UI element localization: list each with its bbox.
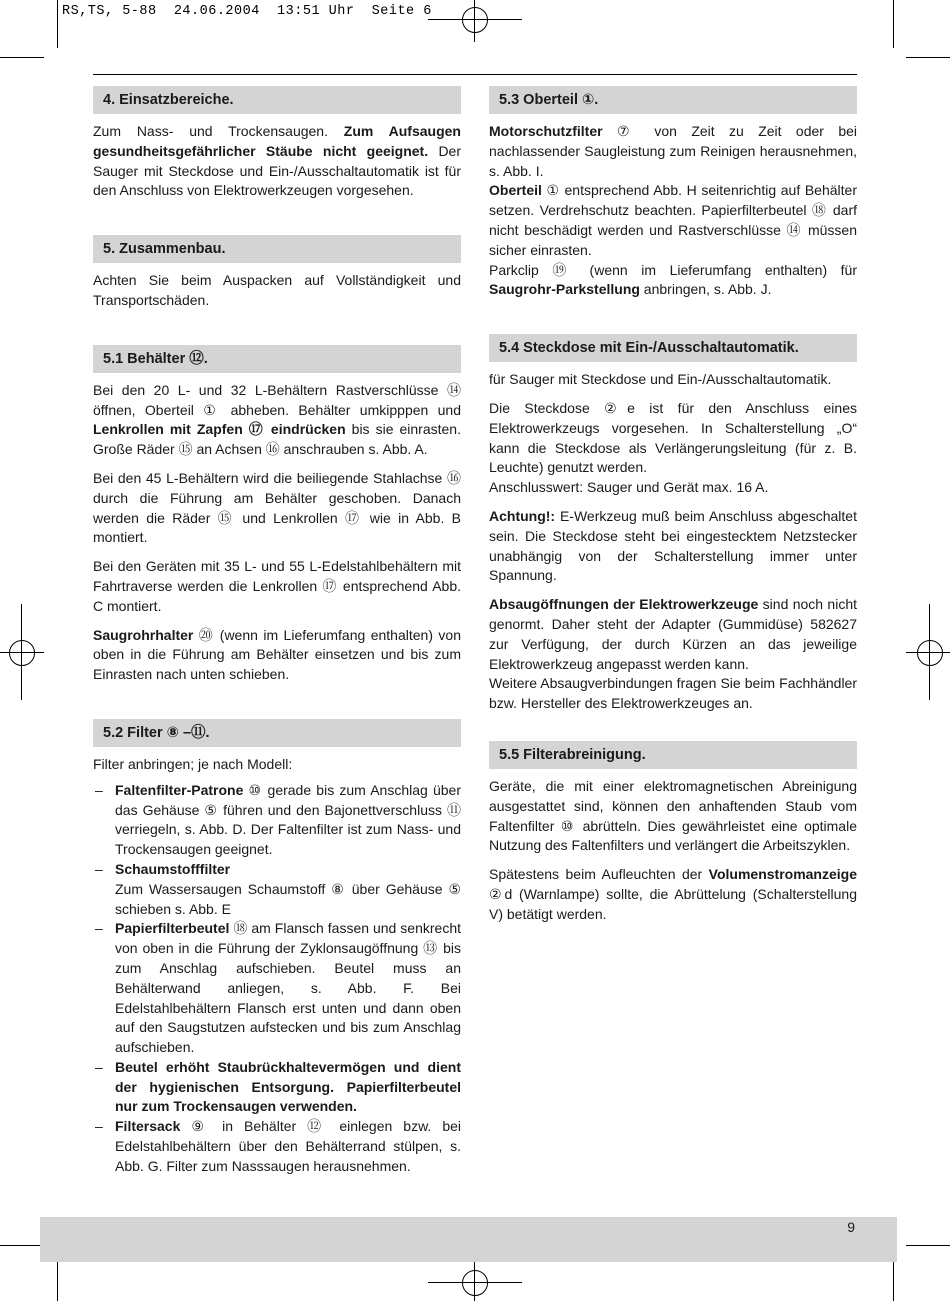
section-heading: 5.4 Steckdose mit Ein-/Ausschaltautomatik. — [489, 334, 857, 362]
paragraph: Zum Nass- und Trockensaugen. Zum Aufsaugen gesundheitsgefährlicher Stäube nicht geeignet. Der Sauger mit Steckdose und Ein-/Ausschaltautomatik ist für den Anschluss von Elektrowerkzeugen vorgesehen. — [93, 123, 461, 199]
section-heading: 5.1 Behälter ⑫. — [93, 345, 461, 373]
print-slug: RS,TS, 5-88 24.06.2004 13:51 Uhr Seite 6 — [62, 4, 432, 19]
paragraph: Motorschutzfilter ⑦ von Zeit zu Zeit oder bei nachlassender Saugleistung zum Reinigen herausnehmen, s. Abb. I. — [489, 123, 857, 179]
list-item: – Faltenfilter-Patrone ⑩ gerade bis zum Anschlag über das Gehäuse ⑤ führen und den Bajonettverschluss ⑪ verriegeln, s. Abb. D. Der Faltenfilter ist zum Nass- und Trockensaugen geeignet. — [95, 781, 461, 858]
list-item: – Papierfilterbeutel ⑱ am Flansch fassen und senkrecht von oben in die Führung der Zyklonsaugöffnung ⑬ bis zum Anschlag aufschieben. Beutel muss an Behälterwand anliegen, s. Abb. F. Bei Edelstahlbehältern Flansch erst unten und dann oben auf den Saugstutzen aufstecken und bis zum Anschlag aufschieben. — [95, 920, 461, 1056]
section-heading: 4. Einsatzbereiche. — [93, 86, 461, 114]
list-item: – Beutel erhöht Staubrückhaltevermögen und dient der hygienischen Entsorgung. Papierfilterbeutel nur zum Trockensaugen verwenden. — [95, 1058, 461, 1115]
page-number: 9 — [847, 1219, 855, 1235]
paragraph: für Sauger mit Steckdose und Ein-/Ausschaltautomatik. — [489, 371, 832, 388]
left-column — [93, 86, 461, 1177]
paragraph: Filter anbringen; je nach Modell: — [93, 755, 293, 772]
paragraph: Absaugöffnungen der Elektrowerkzeuge sind noch nicht genormt. Daher steht der Adapter (Gummidüse) 582627 zur Verfügung, der durch Kürzen an das jeweilige Elektrowerkzeug angepasst werden kann. — [489, 596, 857, 672]
section-heading: 5.2 Filter ⑧ –⑪. — [93, 719, 461, 747]
paragraph: Bei den 45 L-Behältern wird die beiliegende Stahlachse ⑯ durch die Führung am Behälter geschoben. Danach werden die Räder ⑮ und Lenkrollen ⑰ wie in Abb. B montiert. — [93, 469, 461, 546]
paragraph: Saugrohrhalter ⑳ (wenn im Lieferumfang enthalten) von oben in die Führung am Behälter einsetzen und bis zum Einrasten nach unten schieben. — [93, 626, 461, 683]
right-column — [489, 86, 857, 934]
paragraph: Bei den Geräten mit 35 L- und 55 L-Edelstahlbehältern mit Fahrtraverse werden die Lenkrollen ⑰ entsprechend Abb. C montiert. — [93, 558, 461, 614]
section-heading: 5. Zusammenbau. — [93, 235, 461, 263]
header-rule — [93, 74, 857, 75]
list-item: – Schaumstofffilter Zum Wassersaugen Schaumstoff ⑧ über Gehäuse ⑤ schieben s. Abb. E — [95, 860, 461, 917]
paragraph: Die Steckdose ②e ist für den Anschluss eines Elektrowerkzeugs vorgesehen. In Schalterstellung „O“ kann die Steckdose als Verlängerungsleitung (für z. B. Leuchte) genutzt werden. — [489, 399, 857, 476]
filter-list — [93, 781, 461, 1177]
paragraph: Weitere Absaugverbindungen fragen Sie beim Fachhändler bzw. Hersteller des Elektrowerkzeuges an. — [489, 675, 857, 712]
paragraph: Parkclip ⑲ (wenn im Lieferumfang enthalten) für Saugrohr-Parkstellung anbringen, s. Abb. J. — [489, 261, 857, 298]
paragraph: Spätestens beim Aufleuchten der Volumenstromanzeige ②d (Warnlampe) sollte, die Abrüttelung (Schalterstellung V) betätigt werden. — [489, 866, 857, 922]
list-item: – Filtersack ⑨ in Behälter ⑫ einlegen bzw. bei Edelstahlbehältern über den Behälterrand stülpen, s. Abb. G. Filter zum Nasssaugen herausnehmen. — [95, 1118, 461, 1174]
paragraph: Anschlusswert: Sauger und Gerät max. 16 A. — [489, 479, 769, 496]
paragraph: Geräte, die mit einer elektromagnetischen Abreinigung ausgestattet sind, können den anhaftenden Staub vom Faltenfilter ⑩ abrütteln. Dies gewährleistet eine optimale Nutzung des Faltenfilters und verlängert die Arbeitszyklen. — [489, 777, 857, 854]
section-heading: 5.5 Filterabreinigung. — [489, 741, 857, 769]
paragraph: Achten Sie beim Auspacken auf Vollständigkeit und Transportschäden. — [93, 272, 461, 308]
paragraph: Oberteil ① entsprechend Abb. H seitenrichtig auf Behälter setzen. Verdrehschutz beachten. Papierfilterbeutel ⑱ darf nicht beschädigt werden und Rastverschlüsse ⑭ müssen sicher einrasten. — [489, 182, 857, 258]
section-heading: 5.3 Oberteil ①. — [489, 86, 857, 114]
footer-band — [40, 1217, 897, 1262]
paragraph: Bei den 20 L- und 32 L-Behältern Rastverschlüsse ⑭ öffnen, Oberteil ① abheben. Behälter umkipppen und Lenkrollen mit Zapfen ⑰ eindrücken bis sie einrasten. Große Räder ⑮ an Achsen ⑯ anschrauben s. Abb. A. — [93, 381, 461, 458]
paragraph: Achtung!: E-Werkzeug muß beim Anschluss abgeschaltet sein. Die Steckdose steht bei eingestecktem Netzstecker unabhängig von der Schalterstellung immer unter Spannung. — [489, 507, 857, 584]
